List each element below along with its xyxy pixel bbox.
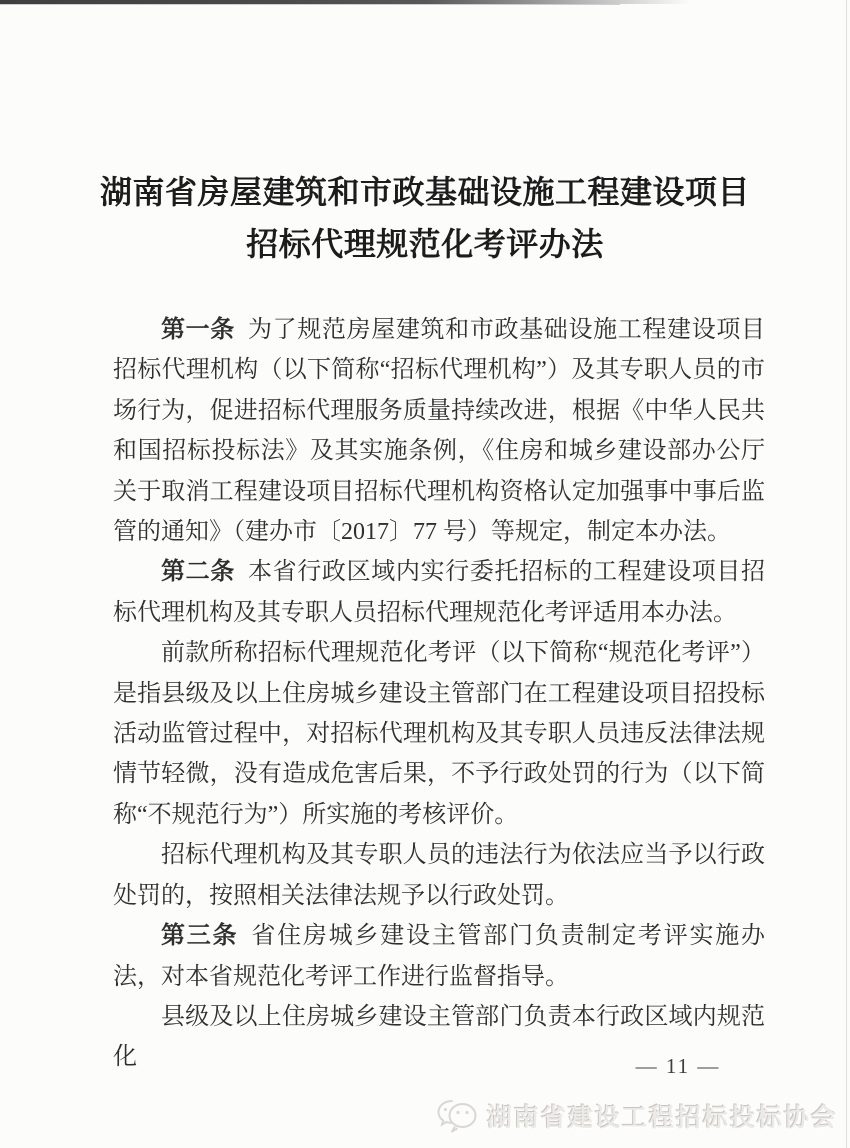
paragraph-article-3 bbox=[113, 916, 765, 997]
paragraph-text: 省住房城乡建设主管部门负责制定考评实施办法，对本省规范化考评工作进行监督指导。 bbox=[113, 923, 766, 990]
article-number: 第二条 bbox=[161, 559, 235, 586]
document-body bbox=[113, 310, 765, 1078]
title-line-1: 湖南省房屋建筑和市政基础设施工程建设项目 bbox=[99, 174, 750, 210]
paragraph-article-2-clause-3 bbox=[113, 835, 765, 916]
paragraph-text: 本省行政区域内实行委托招标的工程建设项目招标代理机构及其专职人员招标代理规范化考评适用本办法。 bbox=[113, 559, 766, 626]
paragraph-article-2-clause-2 bbox=[113, 633, 765, 835]
article-number: 第一条 bbox=[161, 317, 235, 343]
page-number: — 11 — bbox=[635, 1054, 721, 1078]
document-title bbox=[0, 166, 850, 270]
paragraph-text: 招标代理机构及其专职人员的违法行为依法应当予以行政处罚的，按照相关法律法规予以行政处罚。 bbox=[113, 842, 765, 909]
article-number: 第三条 bbox=[161, 923, 239, 950]
paragraph-article-1 bbox=[113, 310, 765, 552]
wechat-logo-icon bbox=[435, 1094, 479, 1138]
paragraph-article-2 bbox=[113, 552, 765, 633]
paragraph-text: 前款所称招标代理规范化考评（以下简称“规范化考评”）是指县级及以上住房城乡建设主管部门在工程建设项目招投标活动监管过程中，对招标代理机构及其专职人员违反法律法规情节轻微，没有造成危害后果，不予行政处罚的行为（以下简称“不规范行为”）所实施的考核评价。 bbox=[113, 640, 765, 828]
watermark-text: 湖南省建设工程招标投标协会 bbox=[486, 1105, 838, 1132]
paragraph-text: 为了规范房屋建筑和市政基础设施工程建设项目招标代理机构（以下简称“招标代理机构”）及其专职人员的市场行为，促进招标代理服务质量持续改进，根据《中华人民共和国招标投标法》及其实施条例，《住房和城乡建设部办公厅关于取消工程建设项目招标代理机构资格认定加强事中事后监管的通知》（建办市〔2017〕77 号）等规定，制定本办法。 bbox=[113, 317, 766, 546]
association-watermark bbox=[435, 1092, 838, 1140]
scan-artifact-top-edge bbox=[0, 0, 690, 4]
title-line-2: 招标代理规范化考评办法 bbox=[246, 226, 604, 262]
paragraph-text: 县级及以上住房城乡建设主管部门负责本行政区域内规范化 bbox=[113, 1003, 765, 1071]
